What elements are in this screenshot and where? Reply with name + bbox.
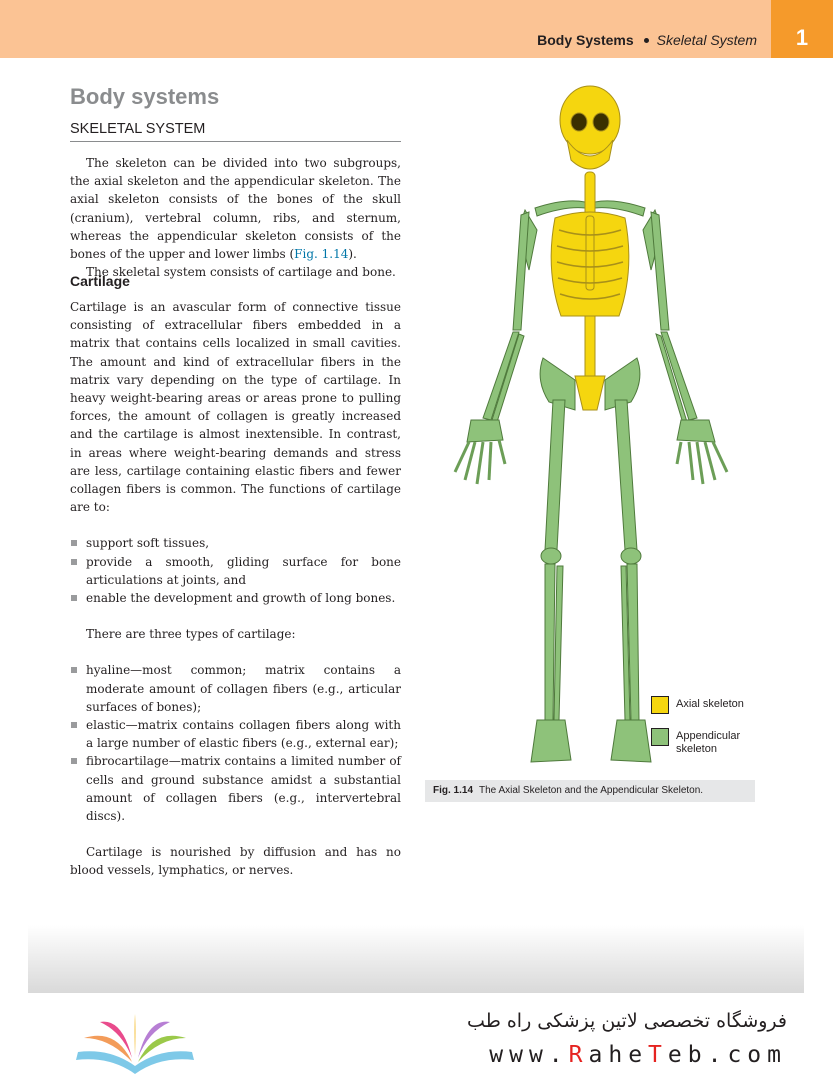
url-part: ahe xyxy=(588,1042,649,1068)
legend-swatch-appendicular xyxy=(651,728,669,746)
bullet-square-icon xyxy=(71,722,77,728)
header-bar xyxy=(0,0,833,58)
list-item xyxy=(70,553,401,589)
header-subsystem: Skeletal System xyxy=(656,32,757,48)
legend-swatch-axial xyxy=(651,696,669,714)
open-book-logo-icon xyxy=(70,1008,200,1078)
intro-text-part: The skeleton can be divided into two subgroups, the axial skeleton and the appendicular skeleton. The axial skeleton consists of the bones of the skull (cranium), vertebral column, ribs, and sternum, whereas the appendicular skeleton consists of the bones of the upper and lower limbs ( xyxy=(70,156,401,262)
bullet-square-icon xyxy=(71,758,77,764)
page-number-tab xyxy=(771,0,833,58)
intro-text-part: ). xyxy=(348,247,357,262)
list-item-text: provide a smooth, gliding surface for bone articulations at joints, and xyxy=(86,554,401,587)
list-item-text: enable the development and growth of long bones. xyxy=(86,591,396,606)
bullet-square-icon xyxy=(71,540,77,546)
figure-link[interactable]: Fig. 1.14 xyxy=(294,247,349,262)
bullet-square-icon xyxy=(71,667,77,673)
footer-url[interactable] xyxy=(489,1042,787,1068)
functions-list xyxy=(70,534,401,607)
running-header xyxy=(537,32,757,48)
intro-text xyxy=(70,154,401,281)
types-list xyxy=(70,661,401,825)
list-item xyxy=(70,752,401,825)
url-part: R xyxy=(568,1042,589,1068)
bullet-square-icon xyxy=(71,559,77,565)
legend-label-appendicular: Appendicular skeleton xyxy=(676,730,741,755)
subsection-title: SKELETAL SYSTEM xyxy=(70,121,401,142)
list-item xyxy=(70,534,401,552)
page-number: 1 xyxy=(795,25,809,50)
list-item-text: elastic—matrix contains collagen fibers along with a large number of elastic fibers (e.g., external ear); xyxy=(86,718,401,751)
header-separator-dot xyxy=(644,38,649,43)
section-title: Body systems xyxy=(70,84,220,109)
list-item xyxy=(70,661,401,716)
header-system: Body Systems xyxy=(537,32,634,48)
list-item-text: hyaline—most common; matrix contains a moderate amount of collagen fibers (e.g., articular surfaces of bones); xyxy=(86,663,401,714)
types-intro: There are three types of cartilage: xyxy=(86,627,296,642)
url-part: www. xyxy=(489,1042,569,1068)
footer-store-name: فروشگاه تخصصی لاتین پزشکی راه طب xyxy=(467,1010,787,1032)
url-part: eb.com xyxy=(667,1042,787,1068)
caption-text: The Axial Skeleton and the Appendicular Skeleton. xyxy=(479,785,704,796)
cartilage-heading: Cartilage xyxy=(70,273,130,289)
cartilage-paragraph: Cartilage is an avascular form of connective tissue consisting of extracellular fibers embedded in a matrix that contains cells localized in small cavities. The amount and kind of extracellular fibers in the matrix vary depending on the type of cartilage. In heavy weight-bearing areas or areas prone to pulling forces, the amount of collagen is greatly increased and the cartilage is almost inextensible. In contrast, in areas where weight-bearing demands and stress are less, cartilage containing elastic fibers and fewer collagen fibers is common. The functions of cartilage are to: xyxy=(70,300,401,515)
closing-paragraph: Cartilage is nourished by diffusion and has no blood vessels, lymphatics, or nerves. xyxy=(70,845,401,878)
intro-paragraph xyxy=(70,154,401,263)
skeleton-illustration xyxy=(425,80,755,780)
legend-label-axial: Axial skeleton xyxy=(676,698,744,710)
cartilage-section xyxy=(70,298,401,880)
list-item xyxy=(70,716,401,752)
footer-shade xyxy=(28,925,804,993)
caption-figure-id: Fig. 1.14 xyxy=(433,785,474,796)
list-item-text: fibrocartilage—matrix contains a limited number of cells and ground substance amidst a substantial amount of collagen fibers (e.g., intervertebral discs). xyxy=(86,754,401,824)
skeleton-figure xyxy=(425,80,755,780)
url-part: T xyxy=(648,1042,668,1068)
list-item-text: support soft tissues, xyxy=(86,536,210,551)
bullet-square-icon xyxy=(71,595,77,601)
figure-caption xyxy=(425,780,755,802)
intro-second-paragraph: The skeletal system consists of cartilage and bone. xyxy=(86,265,396,280)
list-item xyxy=(70,589,401,607)
